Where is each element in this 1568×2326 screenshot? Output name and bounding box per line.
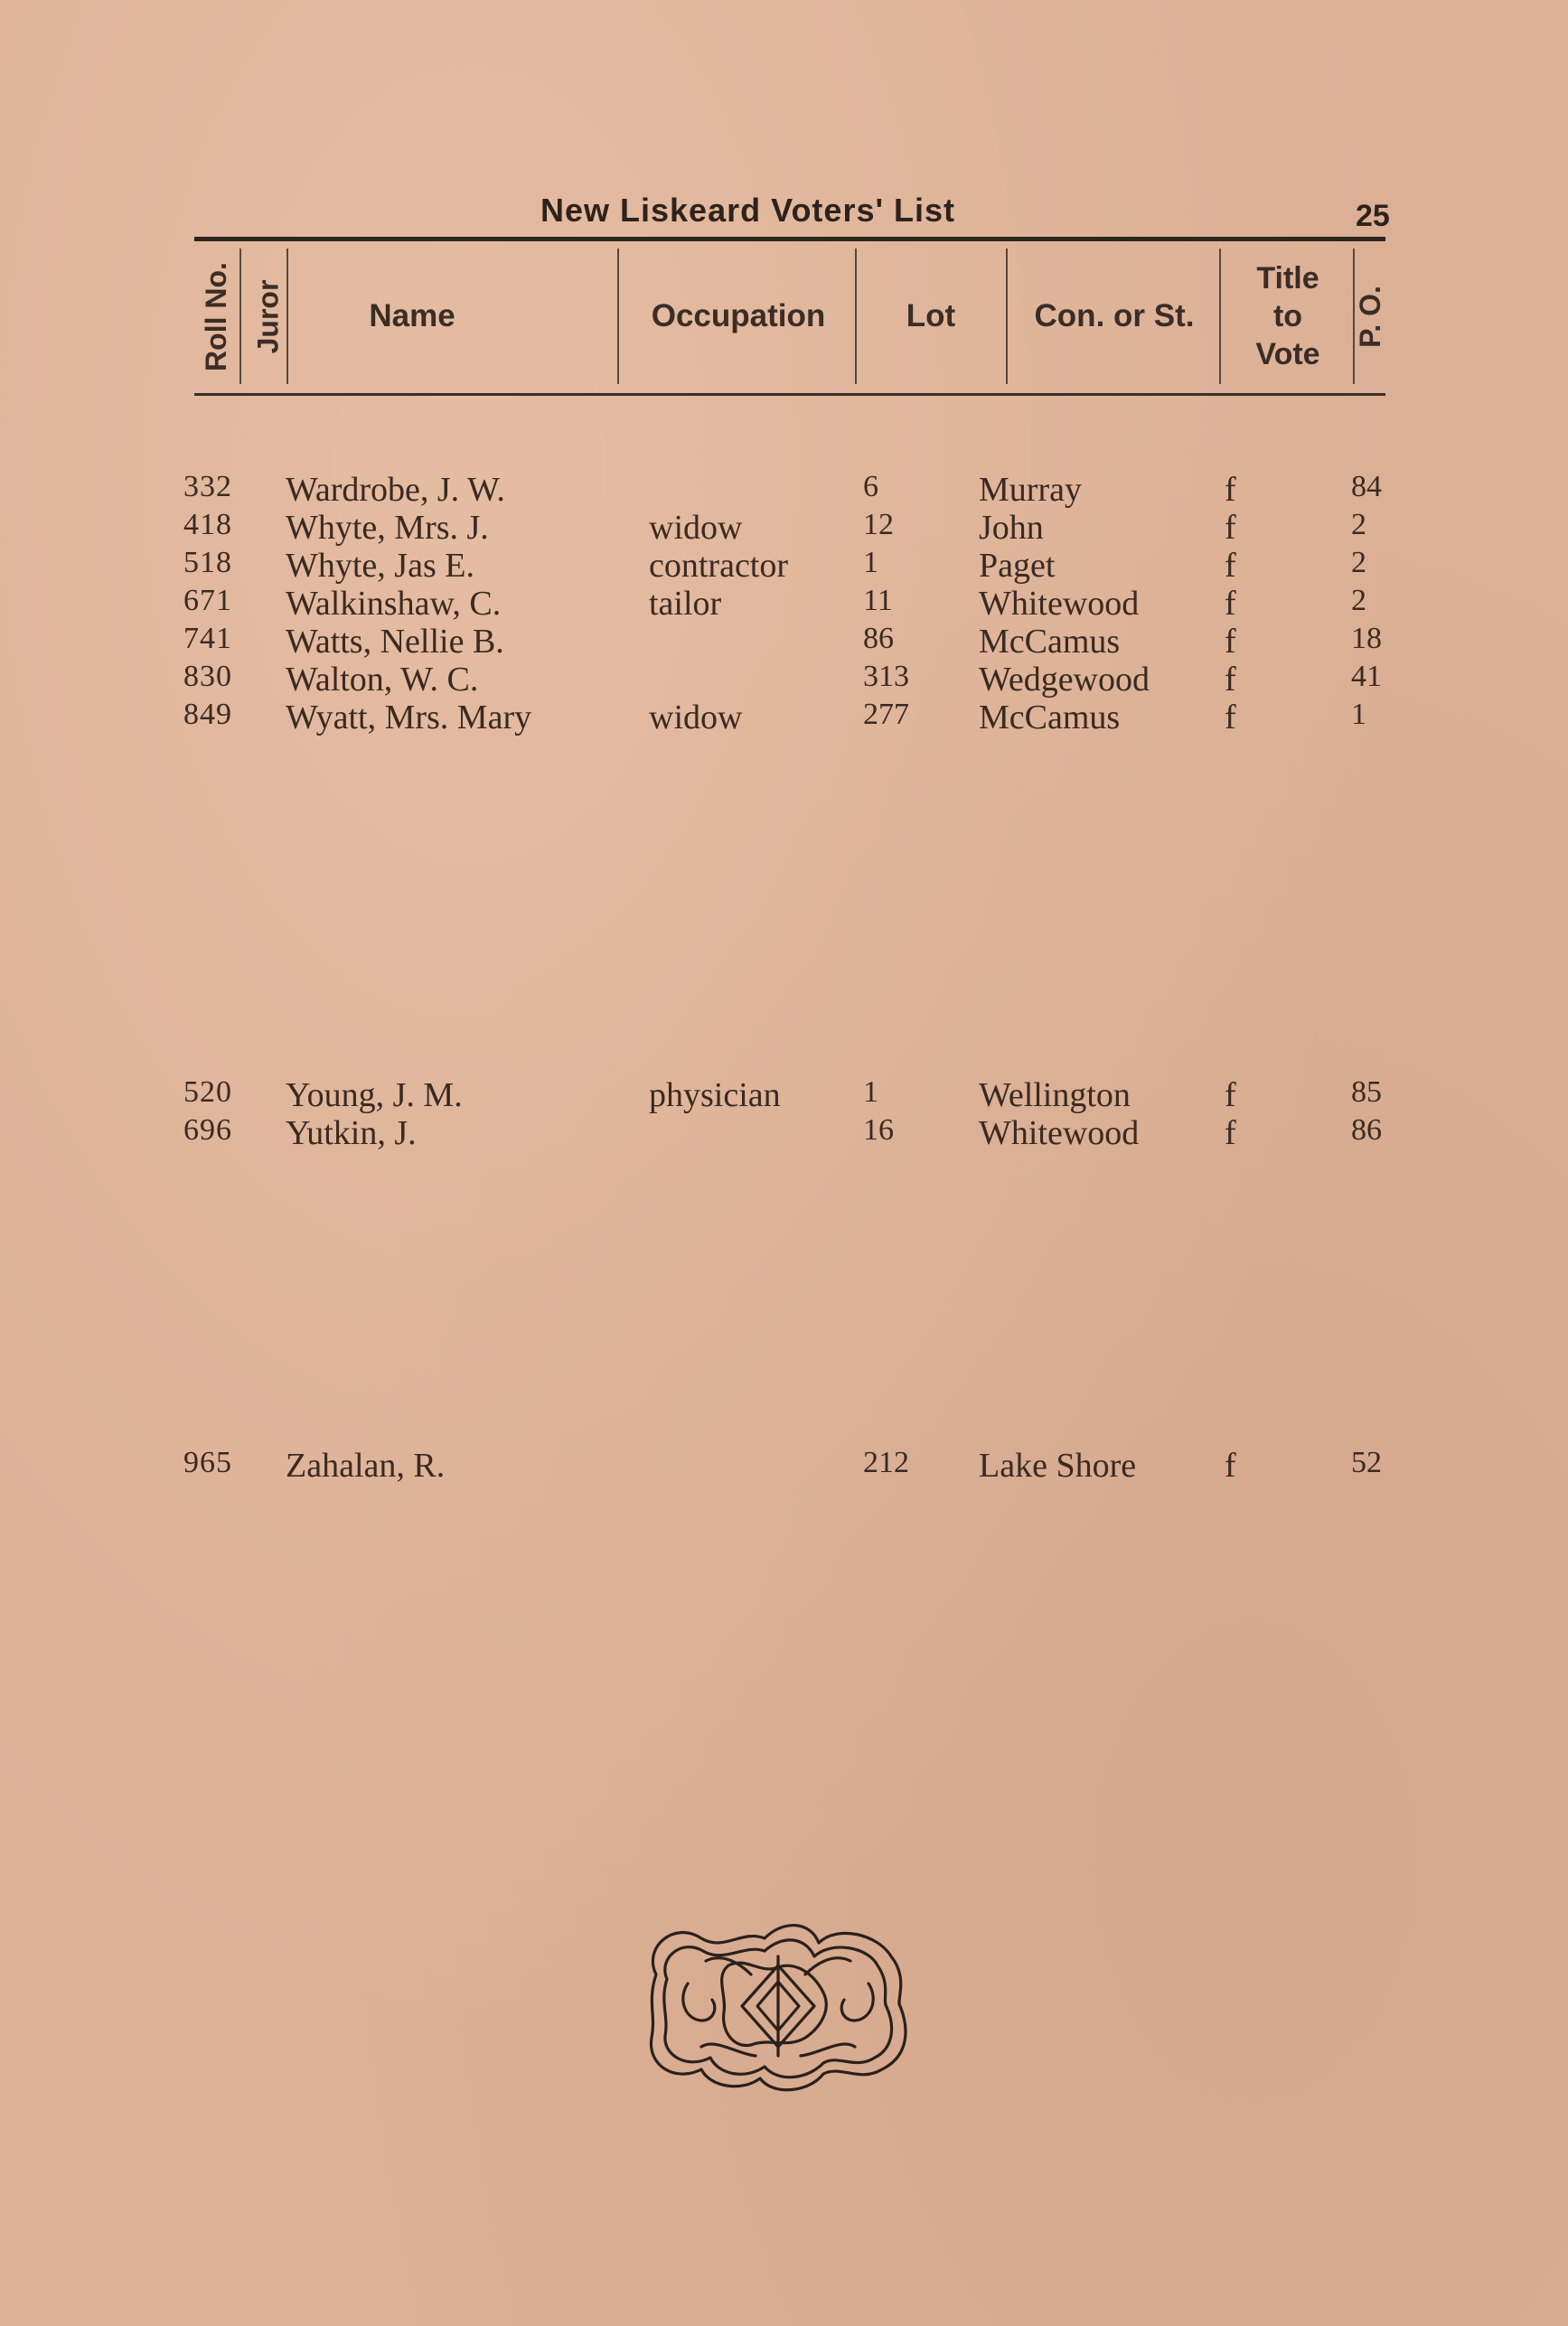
voter-row: 418 Whyte, Mrs. J. widow 12 John f 2: [183, 508, 1366, 547]
voter-row: 965 Zahalan, R. 212 Lake Shore f 52: [183, 1446, 1382, 1485]
running-head: [0, 192, 1568, 237]
header-po: P. O.: [1353, 285, 1386, 348]
header-title-to-vote: Title to Vote: [1255, 261, 1320, 371]
header-juror: Juror: [251, 279, 285, 353]
voter-row: 696 Yutkin, J. 16 Whitewood f 86: [183, 1113, 1382, 1152]
voter-row: 849 Wyatt, Mrs. Mary widow 277 McCamus f 1: [183, 698, 1366, 736]
column-header: [194, 237, 1385, 396]
running-title: New Liskeard Voters' List: [540, 192, 956, 229]
voter-row: 520 Young, J. M. physician 1 Wellington f 85: [183, 1075, 1382, 1114]
voter-row: 741 Watts, Nellie B. 86 McCamus f 18: [183, 622, 1382, 661]
page-number: 25: [1356, 199, 1390, 233]
decorative-scroll-ornament-icon: [638, 1911, 918, 2101]
voter-row: 671 Walkinshaw, C. tailor 11 Whitewood f 2: [183, 584, 1366, 623]
header-roll-no: Roll No.: [199, 261, 232, 371]
voter-row: 830 Walton, W. C. 313 Wedgewood f 41: [183, 660, 1382, 699]
header-name: Name: [369, 298, 455, 333]
voter-row: 332 Wardrobe, J. W. 6 Murray f 84: [183, 470, 1382, 509]
voter-row: 518 Whyte, Jas E. contractor 1 Paget f 2: [183, 546, 1366, 585]
header-lot: Lot: [906, 298, 956, 333]
header-occupation: Occupation: [651, 298, 826, 333]
header-con-or-st: Con. or St.: [1034, 298, 1195, 333]
